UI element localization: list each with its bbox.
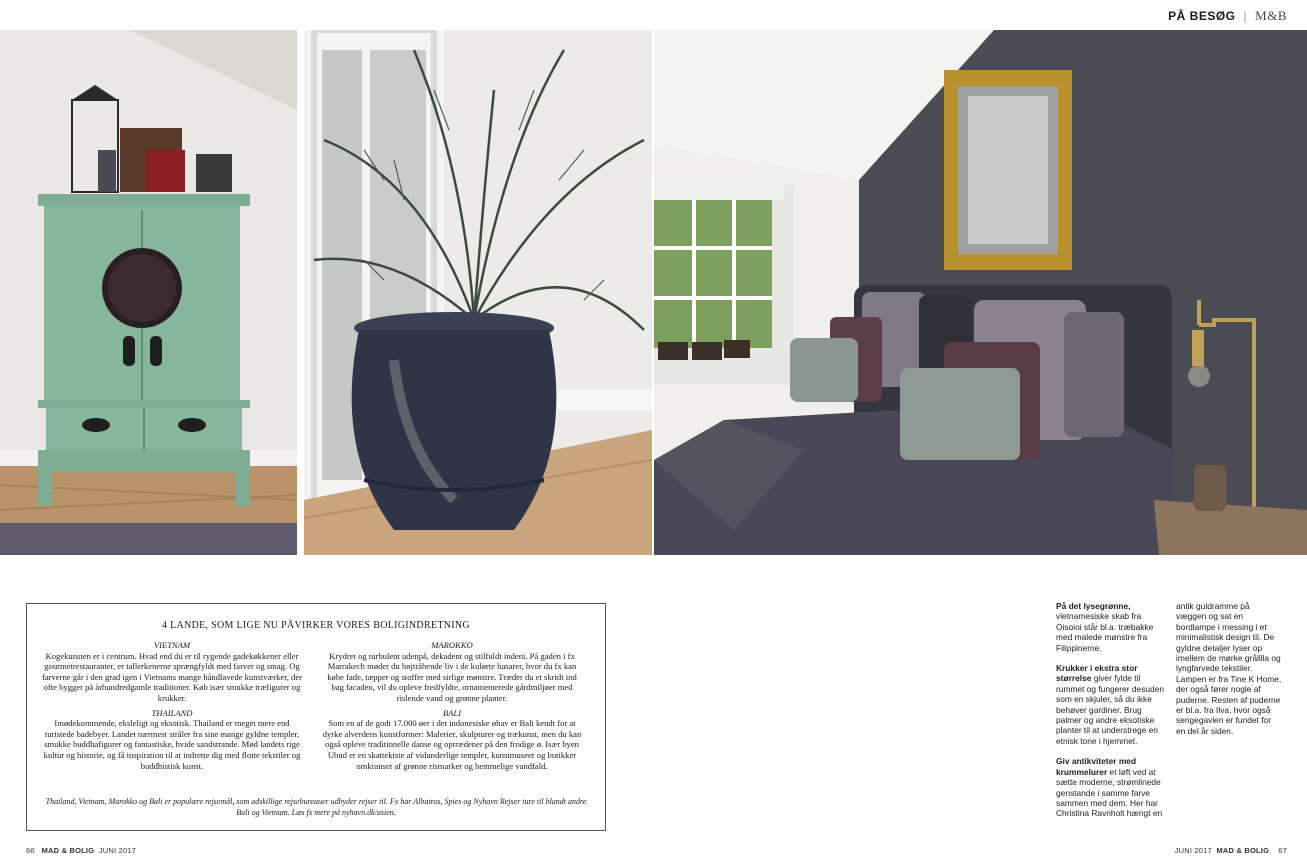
caption-column-1 — [1056, 601, 1166, 829]
box-column-left — [41, 640, 303, 775]
header-separator: | — [1243, 9, 1248, 23]
section-heading-marokko: MAROKKO — [431, 640, 473, 650]
section-text-thailand: Imødekommende, eksleligt og eksotisk. Thailand er meget mere end turistede badebyer. Landet nærmest stråler fra sine mange gyldne templer, smukke buddhafigurer og fantastiske, hvide sandstrande. Mød landets rige kultur og historie, og få inspiration til at indrette dig med flotte tekstiler og buddhistisk kunst. — [43, 718, 301, 771]
caption-paragraph: antik guldramme på væggen og sat en bordlampe i messing i et minimalistisk design til. De gyldne detaljer lyser op imellem de mørke grålilla og lyngfarvede tekstiler. Lampen er fra Tine K Home, der også fører nogle af puderne. Resten af puderne er bl.a. fra Ilva, hvor også sengegavlen er fundet for en del år siden. — [1176, 601, 1282, 736]
magazine-name-right: MAD & BOLIG — [1216, 846, 1270, 855]
caption-lead: På det lysegrønne, — [1056, 601, 1131, 611]
bedroom-image — [654, 30, 1307, 555]
section-heading-thailand: THAILAND — [151, 707, 193, 718]
folio-left — [26, 846, 136, 855]
caption-paragraph — [1056, 756, 1166, 818]
section-text-bali: Som en af de godt 17.000 øer i det indonesiske øhav er Bali kendt for at dyrke alverdens kunstformer: Malerier, skulpturer og trækunst, men du kan også opleve traditionelle danse og optrædener på den frodige ø. Især byen Ubud er en skattekiste af vidunderlige templer, kunstmuseer og butikker omkranset af grønne rismarker og hemmelige vandfald. — [322, 718, 582, 771]
caption-text: vietnamesiske skab fra Oisoioi står bl.a. træbakke med malede mønstre fra Filippinerne. — [1056, 611, 1154, 653]
section-text-vietnam: Kogekunsten er i centrum. Hvad end du er til rygende gadekøkkener eller gourmetrestauranter, er tallerkenerne sprængfyldt med farver og smag. Og farverne går i den grad igen i Vietnams mange håndlavede kunstværker, der ofte bygger på århundredgamle traditioner. Køb især smukke træfigurer og krukker. — [41, 650, 303, 703]
caption-text: et løft ved at sætte moderne, strømlinede genstande i samme farve sammen med dem. Her har Christina Ravnholt hængt en — [1056, 766, 1163, 819]
issue-left: JUNI 2017 — [98, 846, 137, 855]
palm-pot-image — [304, 30, 652, 555]
caption-paragraph — [1056, 601, 1166, 653]
page-number-left: 66 — [26, 846, 35, 855]
folio-right — [1175, 846, 1287, 855]
section-heading-bali: BALI — [442, 707, 462, 718]
box-column-right — [321, 640, 583, 775]
green-cabinet-image — [0, 30, 297, 555]
photo-palm-pot — [304, 30, 652, 555]
box-title: 4 LANDE, SOM LIGE NU PÅVIRKER VORES BOLIGINDRETNING — [162, 620, 470, 631]
caption-paragraph — [1056, 663, 1166, 746]
section-text-marokko: Krydret og turbulent udenpå, dekadent og stilfuldt indeni. På gaden i fx Marrakech møder du højtråbende liv i de kulørte basarer, hvor du fx kan købe fade, tæpper og stoffer med sirlige mønstre. Træder du et skridt ind bag facaden, vil du opleve fredfyldte, ornamenterede gårdmiljøer med rislende vand og grønne planter. — [327, 650, 577, 703]
caption-lead: Giv antikviteter med krummelurer — [1056, 756, 1137, 777]
caption-column-2 — [1176, 601, 1282, 746]
magazine-name-left: MAD & BOLIG — [41, 846, 95, 855]
page-number-right: 67 — [1278, 846, 1287, 855]
section-label: PÅ BESØG — [1168, 9, 1236, 23]
caption-lead: Krukker i ekstra stor størrelse — [1056, 663, 1138, 684]
box-footnote: Thailand, Vietnam, Marokko og Bali er populære rejsemål, som adskillige rejsebureauer udbyder rejser til. Fx har Albatros, Spies og Nyhavn Rejser ture til blandt andre Bali og Vietnam. Læs fx mere på nyhavn.dk/asien. — [45, 797, 587, 817]
running-header — [1168, 8, 1287, 24]
info-box — [26, 603, 606, 831]
caption-text: giver fylde til rummet og fungerer desuden som en skjuler, så du ikke behøver gardiner. Brug palmer og andre eksotiske planter til at understrege en etnisk tone i hjemmet. — [1056, 673, 1165, 746]
section-heading-vietnam: VIETNAM — [153, 640, 191, 650]
photo-bedroom — [654, 30, 1307, 555]
brand-logo: M&B — [1255, 8, 1287, 23]
photo-green-cabinet — [0, 30, 297, 555]
issue-right: JUNI 2017 — [1174, 846, 1212, 855]
